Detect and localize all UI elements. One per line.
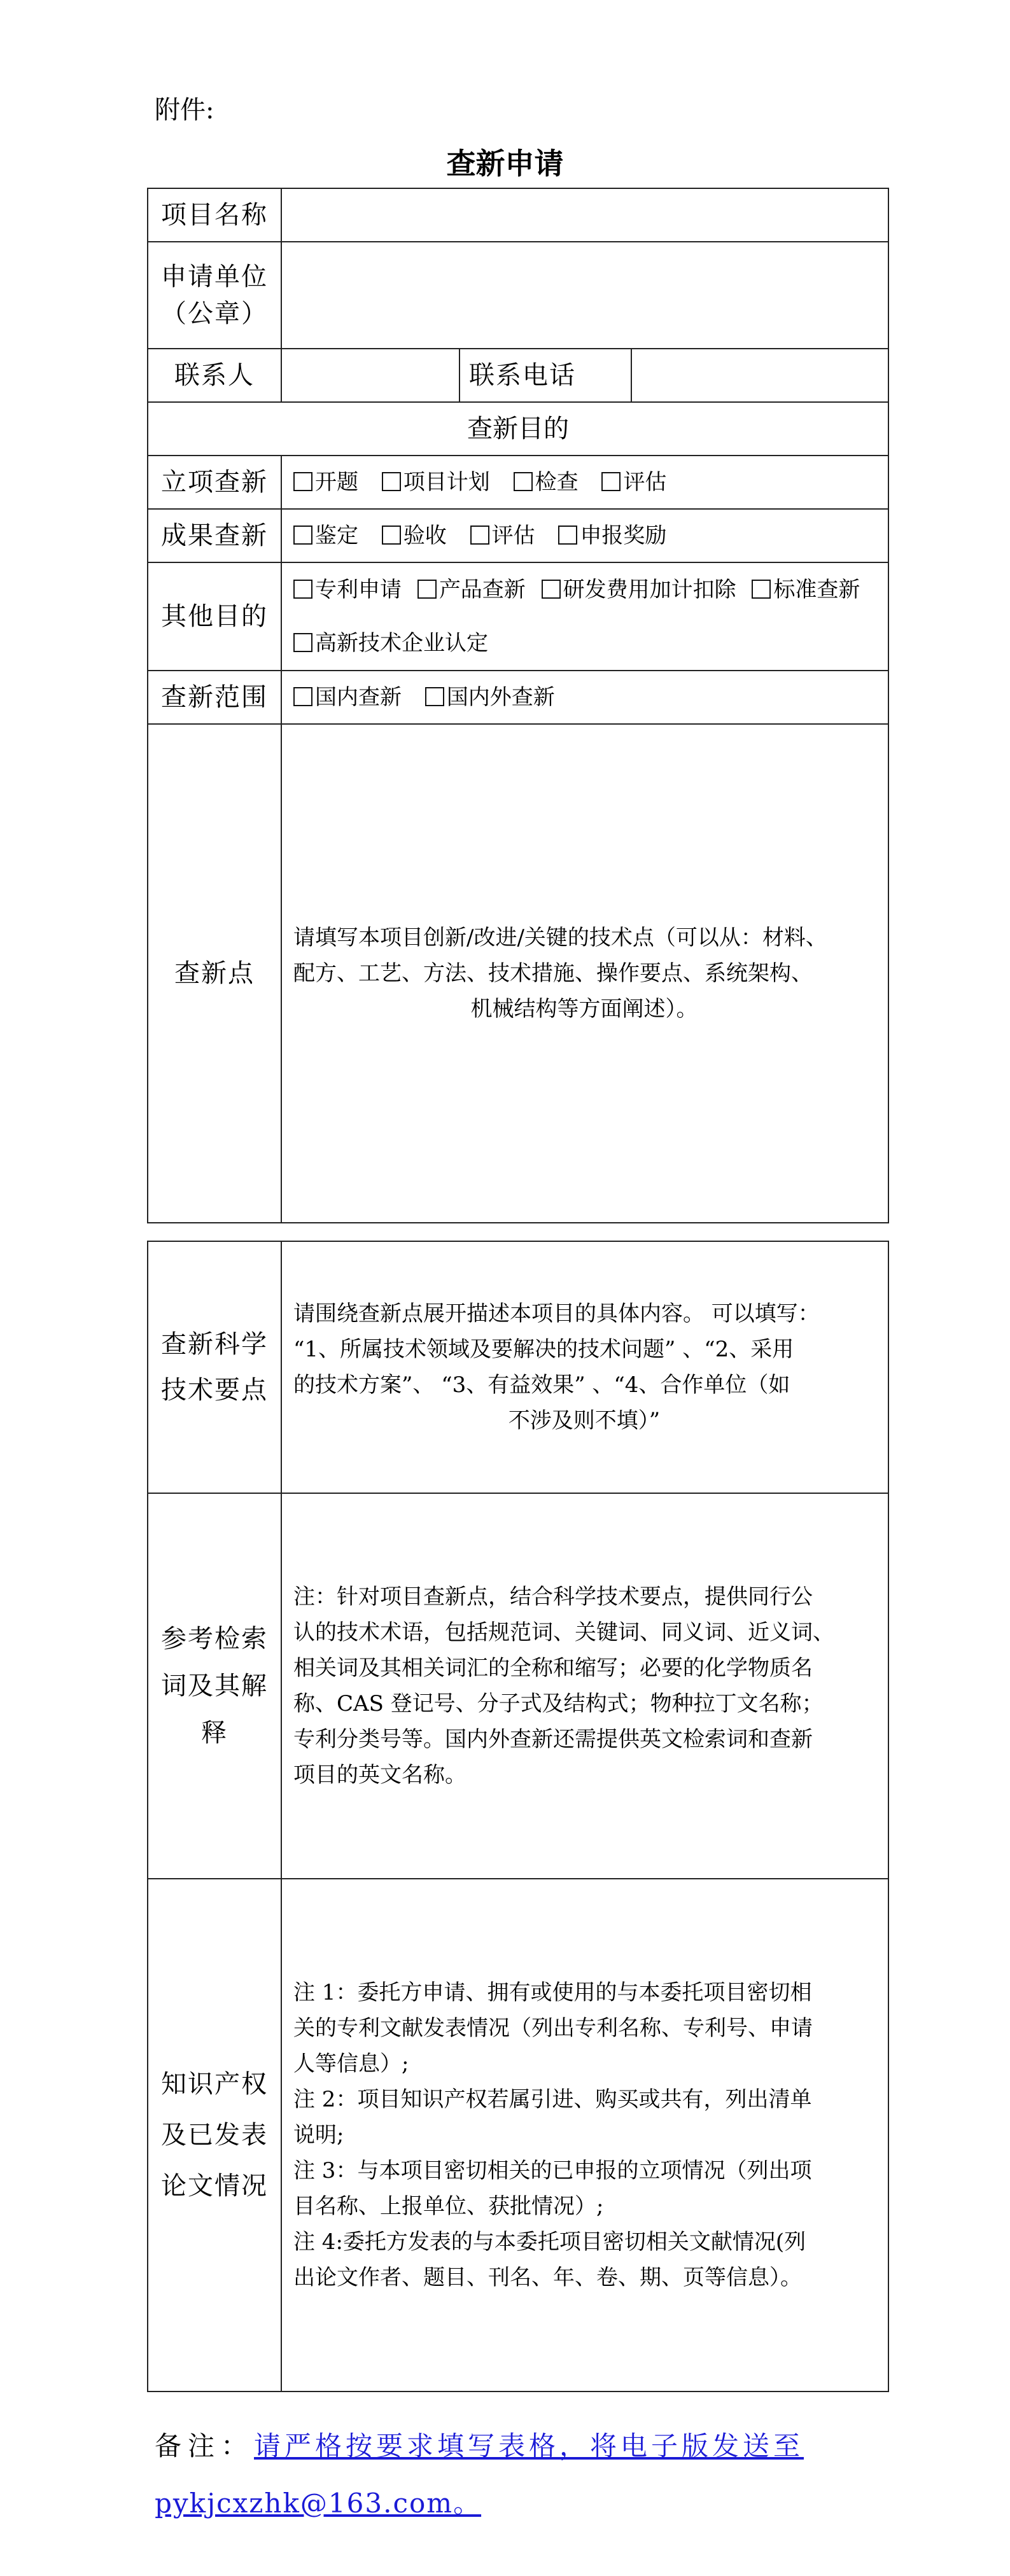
checkbox-icon[interactable]: [382, 526, 401, 545]
checkbox-icon[interactable]: [293, 472, 312, 491]
email-link[interactable]: pykjcxzhk@163.com。: [155, 2488, 482, 2519]
keywords-text-line: 注：针对项目查新点，结合科学技术要点，提供同行公: [293, 1584, 813, 1610]
checkbox-icon[interactable]: [382, 472, 401, 491]
checkbox-icon[interactable]: [752, 580, 771, 599]
keywords-label-line: 参考检索: [161, 1624, 268, 1654]
checkbox-option[interactable]: 验收: [382, 518, 447, 553]
keywords-text-line: 相关词及其相关词汇的全称和缩写；必要的化学物质名: [293, 1655, 813, 1681]
purpose-header: 查新目的: [148, 402, 888, 456]
scope-options: [281, 671, 888, 724]
project-setup-options: [281, 456, 888, 509]
phone-field[interactable]: [631, 349, 888, 402]
ip-text-line: 注 4:委托方发表的与本委托项目密切相关文献情况(列: [293, 2229, 806, 2255]
ip-text-line: 目名称、上报单位、获批情况）;: [293, 2194, 604, 2219]
checkbox-option[interactable]: 国内外查新: [425, 679, 555, 715]
checkbox-option[interactable]: 高新技术企业认定: [293, 616, 488, 670]
checkbox-icon[interactable]: [558, 526, 577, 545]
project-name-field[interactable]: [281, 188, 888, 242]
novelty-points-field[interactable]: [281, 724, 888, 1223]
ip-label-line: 及已发表: [161, 2120, 268, 2150]
tech-points-text-line: 请围绕查新点展开描述本项目的具体内容。 可以填写：: [293, 1301, 820, 1326]
tech-points-text-line: 的技术方案”、 “3、有益效果” 、“4、合作单位（如: [293, 1372, 790, 1398]
footnote-instruction-link[interactable]: 请严格按要求填写表格，将电子版发送至: [254, 2430, 804, 2461]
checkbox-icon[interactable]: [293, 526, 312, 545]
ip-text-line: 注 3：与本项目密切相关的已申报的立项情况（列出项: [293, 2158, 812, 2183]
novelty-points-text-line: 机械结构等方面阐述）。: [470, 996, 698, 1022]
novelty-points-label: 查新点: [148, 724, 281, 1223]
checkbox-icon[interactable]: [417, 580, 437, 599]
novelty-points-text-line: 请填写本项目创新/改进/关键的技术点（可以从：材料、: [293, 925, 827, 950]
project-setup-label: 立项查新: [148, 456, 281, 509]
checkbox-option[interactable]: 申报奖励: [558, 518, 666, 553]
ip-text-line: 关的专利文献发表情况（列出专利名称、专利号、申请: [293, 2016, 813, 2041]
checkbox-option[interactable]: 研发费用加计扣除: [542, 563, 736, 616]
checkbox-icon[interactable]: [542, 580, 561, 599]
checkbox-option[interactable]: 评估: [601, 464, 666, 500]
keywords-label-line: 释: [201, 1718, 228, 1748]
checkbox-option[interactable]: 标准查新: [752, 563, 860, 616]
checkbox-option[interactable]: 项目计划: [382, 464, 490, 500]
result-options: [281, 509, 888, 562]
ip-text-line: 注 2：项目知识产权若属引进、购买或共有，列出清单: [293, 2087, 812, 2112]
checkbox-icon[interactable]: [293, 687, 312, 706]
keywords-field[interactable]: [281, 1493, 888, 1879]
checkbox-icon[interactable]: [425, 687, 444, 706]
checkbox-icon[interactable]: [293, 580, 312, 599]
tech-points-label: [148, 1241, 281, 1493]
checkbox-option[interactable]: 评估: [470, 518, 535, 553]
other-purpose-label: 其他目的: [148, 562, 281, 671]
keywords-text-line: 认的技术术语，包括规范词、关键词、同义词、近义词、: [293, 1620, 834, 1645]
checkbox-option[interactable]: 产品查新: [417, 563, 526, 616]
ip-text-line: 人等信息）;: [293, 2051, 409, 2077]
keywords-text-line: 项目的英文名称。: [293, 1762, 466, 1788]
checkbox-icon[interactable]: [601, 472, 621, 491]
ip-text-line: 注 1：委托方申请、拥有或使用的与本委托项目密切相: [293, 1980, 812, 2005]
other-purpose-options: [281, 562, 888, 671]
checkbox-icon[interactable]: [470, 526, 489, 545]
attachment-label: 附件:: [155, 95, 214, 125]
contact-label: 联系人: [148, 349, 281, 402]
checkbox-option[interactable]: 鉴定: [293, 518, 358, 553]
applicant-field[interactable]: [281, 242, 888, 349]
ip-text-line: 出论文作者、题目、刊名、年、卷、期、页等信息）。: [293, 2265, 802, 2290]
page-title: 查新申请: [446, 146, 564, 181]
keywords-label-line: 词及其解: [161, 1671, 268, 1701]
checkbox-option[interactable]: 国内查新: [293, 679, 402, 715]
checkbox-option[interactable]: 检查: [514, 464, 579, 500]
applicant-label-line1: 申请单位: [161, 262, 268, 291]
contact-field[interactable]: [281, 349, 459, 402]
tech-points-field[interactable]: [281, 1241, 888, 1493]
tech-points-text-line: “1、所属技术领域及要解决的技术问题” 、“2、采用: [293, 1337, 794, 1362]
footnote-prefix: 备注：: [155, 2430, 255, 2461]
applicant-label-line2: （公章）: [161, 299, 268, 328]
tech-points-label-line: 查新科学: [161, 1330, 268, 1359]
checkbox-icon[interactable]: [514, 472, 533, 491]
phone-label: 联系电话: [459, 349, 631, 402]
checkbox-icon[interactable]: [293, 633, 312, 652]
scope-label: 查新范围: [148, 671, 281, 724]
tech-points-label-line: 技术要点: [161, 1375, 268, 1405]
checkbox-option[interactable]: 专利申请: [293, 563, 402, 616]
checkbox-option[interactable]: 开题: [293, 464, 358, 500]
keywords-text-line: 称、CAS 登记号、分子式及结构式；物种拉丁文名称；: [293, 1691, 824, 1716]
ip-label-line: 知识产权: [161, 2070, 268, 2099]
technical-details-table: [147, 1241, 889, 2392]
application-form-table: [147, 188, 889, 1223]
keywords-label: [148, 1493, 281, 1879]
keywords-text-line: 专利分类号等。国内外查新还需提供英文检索词和查新: [293, 1727, 813, 1752]
ip-text-line: 说明;: [293, 2122, 344, 2148]
ip-label: [148, 1879, 281, 2392]
result-label: 成果查新: [148, 509, 281, 562]
novelty-points-text-line: 配方、工艺、方法、技术措施、操作要点、系统架构、: [293, 961, 813, 986]
ip-label-line: 论文情况: [161, 2171, 268, 2201]
tech-points-text-line: 不涉及则不填）”: [508, 1408, 661, 1433]
ip-field[interactable]: [281, 1879, 888, 2392]
applicant-label: [148, 242, 281, 349]
footnote: [155, 2418, 887, 2532]
project-name-label: 项目名称: [148, 188, 281, 242]
